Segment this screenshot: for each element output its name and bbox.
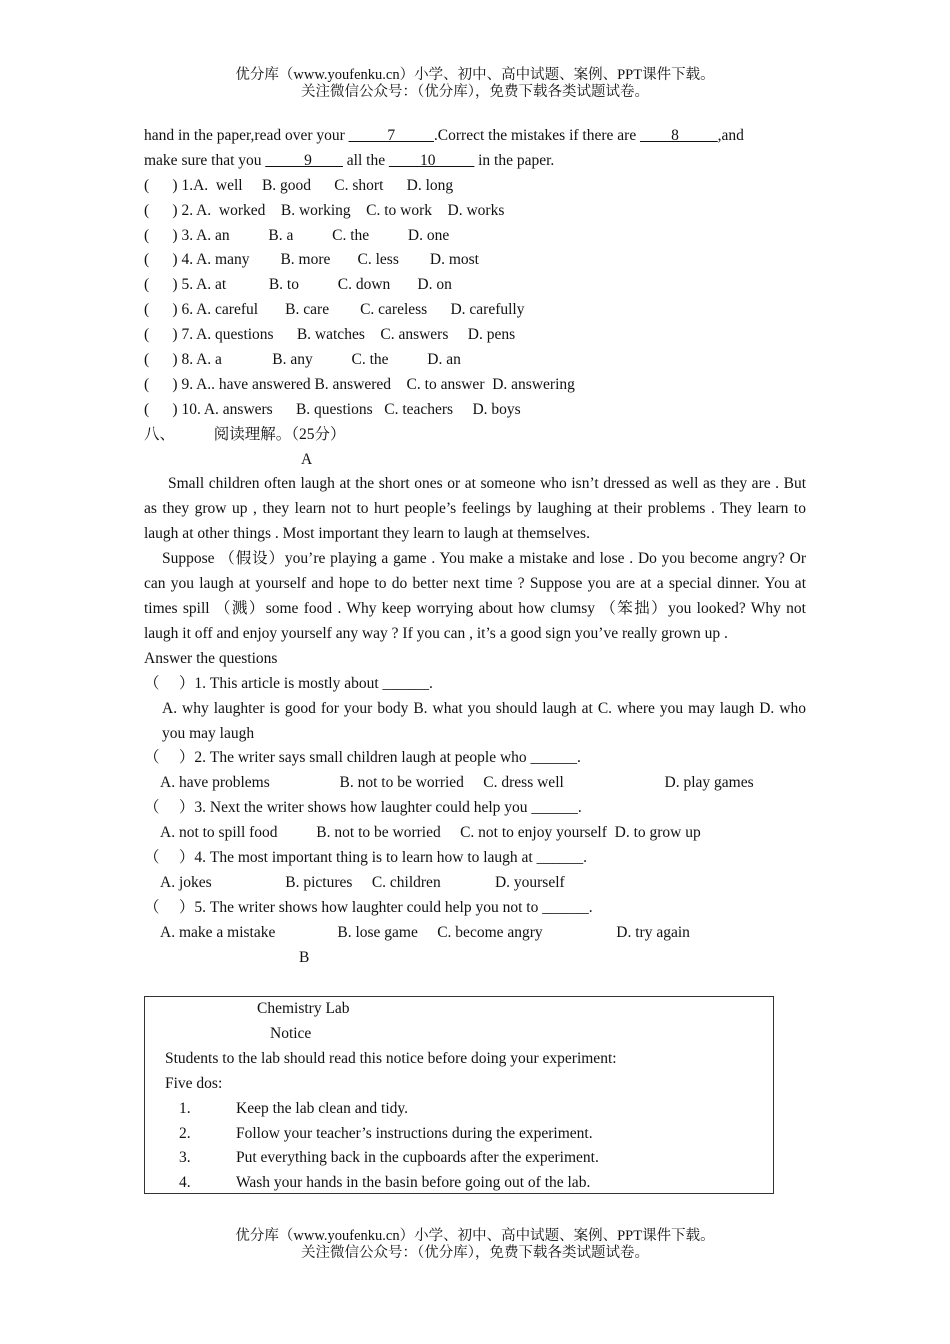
header-line-1: 优分库（www.youfenku.cn）小学、初中、高中试题、案例、PPT课件下载。 [235, 67, 715, 83]
item-text: Follow your teacher’s instructions during the experiment. [236, 1124, 593, 1142]
blank-8: ____8_____ [640, 127, 718, 144]
footer-line-2: 关注微信公众号：（优分库），免费下载各类试题试卷。 [301, 1245, 649, 1261]
blank-7: _____7_____ [348, 127, 434, 144]
reading-question-5: （ ）5. The writer shows how laughter could help you not to ______. [144, 898, 593, 916]
cloze-tail-line-2 [144, 149, 806, 174]
section-title: 阅读理解。（25分） [213, 425, 346, 443]
cloze-question-8: ( ) 8. A. a B. any C. the D. an [144, 351, 461, 369]
notice-dos-label: Five dos: [165, 1074, 223, 1092]
reading-question-4-options: A. jokes B. pictures C. children D. yourself [160, 873, 565, 891]
section-heading [144, 423, 806, 448]
lab-notice-box [144, 996, 774, 1194]
text-fragment: hand in the paper,read over your [144, 127, 349, 144]
item-number: 2. [179, 1124, 191, 1142]
item-number: 4. [179, 1174, 191, 1192]
reading-question-1-options: A. why laughter is good for your body B. what you should laugh at C. where you may laugh D. who you may laugh [162, 699, 806, 742]
item-text: Wash your hands in the basin before going out of the lab. [236, 1174, 591, 1192]
notice-subtitle: Notice [270, 1024, 312, 1042]
blank-10: ____10_____ [388, 151, 475, 169]
item-number: 1. [179, 1099, 191, 1117]
header-line-2: 关注微信公众号：（优分库），免费下载各类试题试卷。 [301, 84, 649, 100]
text-fragment: make sure that you [144, 151, 266, 169]
document-body [144, 124, 806, 970]
text-fragment: .Correct the mistakes if there are [433, 127, 641, 144]
passage-b-label: B [299, 948, 310, 966]
list-item [145, 1171, 773, 1196]
item-text: Put everything back in the cupboards after the experiment. [236, 1149, 599, 1167]
text-fragment: ,and [717, 127, 744, 144]
notice-intro: Students to the lab should read this notice before doing your experiment: [165, 1049, 617, 1067]
footer-line-1: 优分库（www.youfenku.cn）小学、初中、高中试题、案例、PPT课件下载。 [235, 1228, 715, 1244]
cloze-question-3: ( ) 3. A. an B. a C. the D. one [144, 226, 450, 244]
cloze-question-2: ( ) 2. A. worked B. working C. to work D. works [144, 201, 505, 219]
page-header [0, 67, 950, 101]
item-text: Keep the lab clean and tidy. [236, 1099, 409, 1117]
reading-question-5-options: A. make a mistake B. lose game C. become angry D. try again [160, 923, 690, 941]
passage-a-label: A [301, 450, 313, 468]
cloze-question-7: ( ) 7. A. questions B. watches C. answers D. pens [144, 326, 516, 344]
reading-question-3: （ ）3. Next the writer shows how laughter could help you ______. [144, 799, 582, 817]
list-item [145, 1097, 773, 1122]
passage-a-paragraph-1: Small children often laugh at the short ones or at someone who isn’t dressed as well as they are . But as they grow up , they learn not to hurt people’s feelings by laughing at their problems . They learn to laugh at other things . Most important they learn to laugh at themselves. [144, 475, 806, 543]
reading-question-2-options: A. have problems B. not to be worried C. dress well D. play games [160, 774, 754, 792]
text-fragment: all the [342, 151, 389, 169]
answer-prompt: Answer the questions [144, 649, 278, 667]
reading-question-3-options: A. not to spill food B. not to be worried C. not to enjoy yourself D. to grow up [160, 824, 701, 842]
reading-question-1: （ ）1. This article is mostly about ______. [144, 674, 433, 692]
section-number: 八、 [144, 425, 176, 443]
cloze-question-5: ( ) 5. A. at B. to C. down D. on [144, 276, 452, 294]
list-item [145, 1146, 773, 1171]
text-fragment: in the paper. [474, 151, 555, 169]
list-item [145, 1122, 773, 1147]
blank-9: _____9____ [265, 151, 343, 169]
reading-question-2: （ ）2. The writer says small children laugh at people who ______. [144, 749, 581, 767]
item-number: 3. [179, 1149, 191, 1167]
cloze-tail-line-1 [144, 124, 806, 149]
cloze-question-4: ( ) 4. A. many B. more C. less D. most [144, 251, 479, 269]
passage-a-paragraph-2: Suppose （假设）you’re playing a game . You make a mistake and lose . Do you become angry? Or can you laugh at yourself and hope to do better next time ? Suppose you are at a special dinner. You at times spill （溅）some food . Why keep worrying about how clumsy （笨拙）you looked? Why not laugh it off and enjoy yourself any way ? If you can , it’s a good sign you’ve really grown up . [144, 550, 806, 642]
cloze-question-9: ( ) 9. A.. have answered B. answered C. to answer D. answering [144, 375, 575, 393]
cloze-question-1: ( ) 1.A. well B. good C. short D. long [144, 176, 454, 194]
notice-title: Chemistry Lab [257, 1000, 350, 1017]
reading-question-4: （ ）4. The most important thing is to learn how to laugh at ______. [144, 848, 587, 866]
page-footer [0, 1228, 950, 1262]
notice-dos-list [145, 1097, 773, 1197]
cloze-question-10: ( ) 10. A. answers B. questions C. teachers D. boys [144, 400, 521, 418]
cloze-question-6: ( ) 6. A. careful B. care C. careless D. carefully [144, 301, 525, 319]
